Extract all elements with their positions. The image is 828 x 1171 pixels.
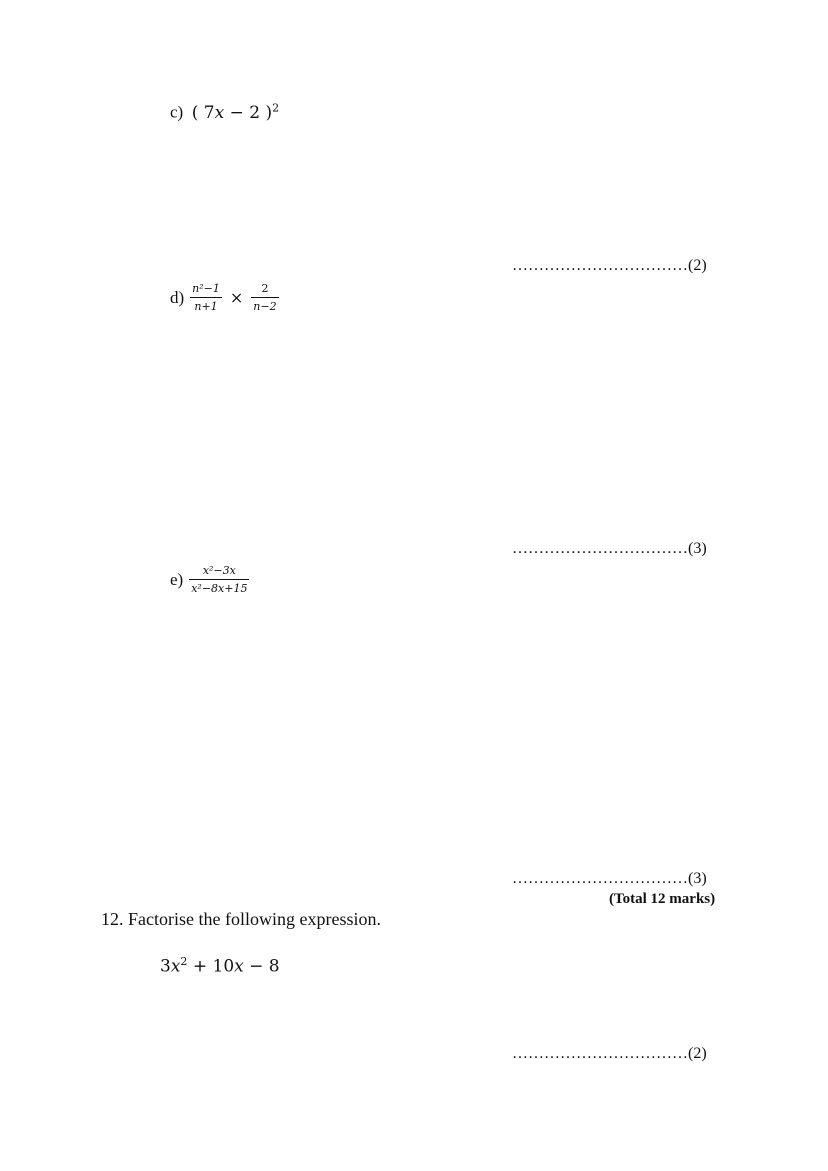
- answer-line-e: [512, 870, 707, 888]
- fraction-bar: [189, 579, 249, 580]
- dotted-answer-line: ……………………………: [512, 1045, 688, 1062]
- marks-d: (3): [688, 540, 707, 557]
- times-operator: ×: [229, 288, 244, 307]
- dotted-answer-line: ……………………………: [512, 257, 688, 274]
- fraction-1-numerator: n²−1: [192, 282, 220, 295]
- fraction-bar: [251, 297, 278, 298]
- fraction-2-numerator: 2: [261, 282, 269, 295]
- answer-line-d: [512, 540, 707, 558]
- fraction-2-denominator: n−2: [253, 300, 277, 313]
- question-c: [170, 101, 279, 123]
- question-d: [170, 282, 279, 313]
- answer-line-12: [512, 1045, 707, 1063]
- marks-c: (2): [688, 257, 707, 274]
- answer-line-c: [512, 257, 707, 275]
- total-marks: (Total 12 marks): [609, 891, 716, 907]
- question-12-text: 12. Factorise the following expression.: [101, 909, 381, 929]
- fraction-2: [251, 282, 278, 313]
- marks-e: (3): [688, 870, 707, 887]
- question-e: [170, 564, 249, 595]
- fraction-e-denominator: x²−8x+15: [191, 582, 248, 595]
- question-12-expression: $3x^2 + 10x - 8$: [160, 955, 280, 977]
- question-c-label: c): [170, 102, 184, 122]
- fraction-e-numerator: x²−3x: [202, 564, 236, 577]
- fraction-1-denominator: n+1: [194, 300, 218, 313]
- fraction-1: [190, 282, 222, 313]
- question-e-label: e): [170, 569, 184, 589]
- dotted-answer-line: ……………………………: [512, 870, 688, 887]
- question-d-label: d): [170, 287, 185, 307]
- fraction-bar: [190, 297, 222, 298]
- question-c-expression: ( 7x − 2 )$^2$: [191, 101, 280, 123]
- dotted-answer-line: ……………………………: [512, 540, 688, 557]
- marks-12: (2): [688, 1045, 707, 1062]
- fraction-e: [189, 564, 249, 595]
